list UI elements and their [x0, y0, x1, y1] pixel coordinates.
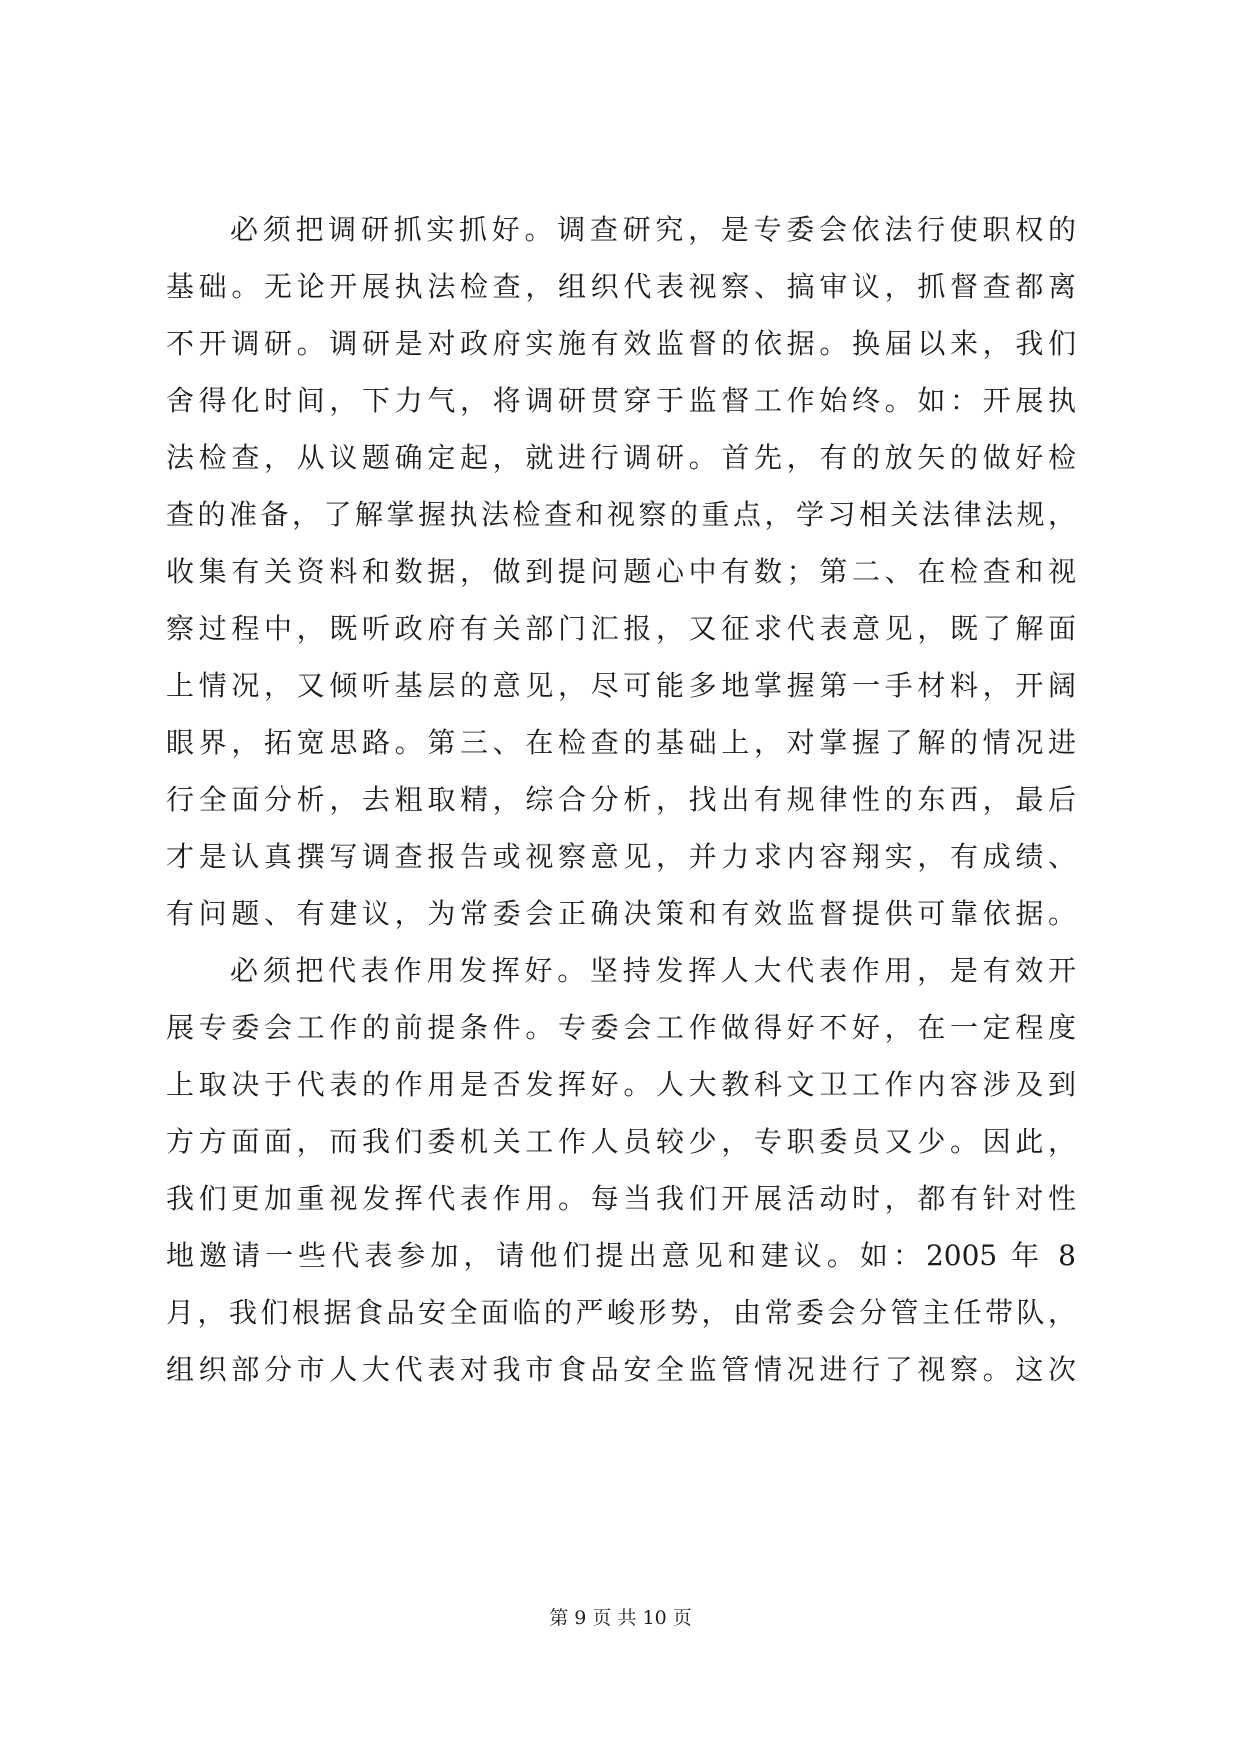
text-line: 方方面面，而我们委机关工作人员较少，专职委员又少。因此，	[166, 1125, 1076, 1158]
text-line: 展专委会工作的前提条件。专委会工作做得好不好，在一定程度	[166, 1011, 1076, 1044]
page-number-footer: 第 9 页 共 10 页	[549, 1607, 692, 1629]
text-line: 舍得化时间，下力气，将调研贯穿于监督工作始终。如：开展执	[166, 384, 1076, 417]
text-line: 基础。无论开展执法检查，组织代表视察、搞审议，抓督查都离	[166, 270, 1076, 303]
text-line: 我们更加重视发挥代表作用。每当我们开展活动时，都有针对性	[166, 1182, 1076, 1215]
text-line: 月，我们根据食品安全面临的严峻形势，由常委会分管主任带队，	[166, 1296, 1076, 1329]
text-line: 法检查，从议题确定起，就进行调研。首先，有的放矢的做好检	[166, 441, 1076, 474]
text-line: 地邀请一些代表参加，请他们提出意见和建议。如：2005 年 8	[166, 1239, 1076, 1272]
text-line: 收集有关资料和数据，做到提问题心中有数；第二、在检查和视	[166, 555, 1076, 588]
text-line: 才是认真撰写调查报告或视察意见，并力求内容翔实，有成绩、	[166, 840, 1076, 873]
text-line: 有问题、有建议，为常委会正确决策和有效监督提供可靠依据。	[166, 897, 1076, 930]
text-line: 察过程中，既听政府有关部门汇报，又征求代表意见，既了解面	[166, 612, 1076, 645]
text-line: 上情况，又倾听基层的意见，尽可能多地掌握第一手材料，开阔	[166, 669, 1076, 702]
text-line: 查的准备，了解掌握执法检查和视察的重点，学习相关法律法规，	[166, 498, 1076, 531]
text-line: 不开调研。调研是对政府实施有效监督的依据。换届以来，我们	[166, 327, 1076, 360]
text-line: 必须把代表作用发挥好。坚持发挥人大代表作用，是有效开	[230, 954, 1076, 987]
text-line: 组织部分市人大代表对我市食品安全监管情况进行了视察。这次	[166, 1353, 1076, 1386]
text-line: 眼界，拓宽思路。第三、在检查的基础上，对掌握了解的情况进	[166, 726, 1076, 759]
text-line: 上取决于代表的作用是否发挥好。人大教科文卫工作内容涉及到	[166, 1068, 1076, 1101]
text-line: 必须把调研抓实抓好。调查研究，是专委会依法行使职权的	[230, 213, 1076, 246]
text-line: 行全面分析，去粗取精，综合分析，找出有规律性的东西，最后	[166, 783, 1076, 816]
